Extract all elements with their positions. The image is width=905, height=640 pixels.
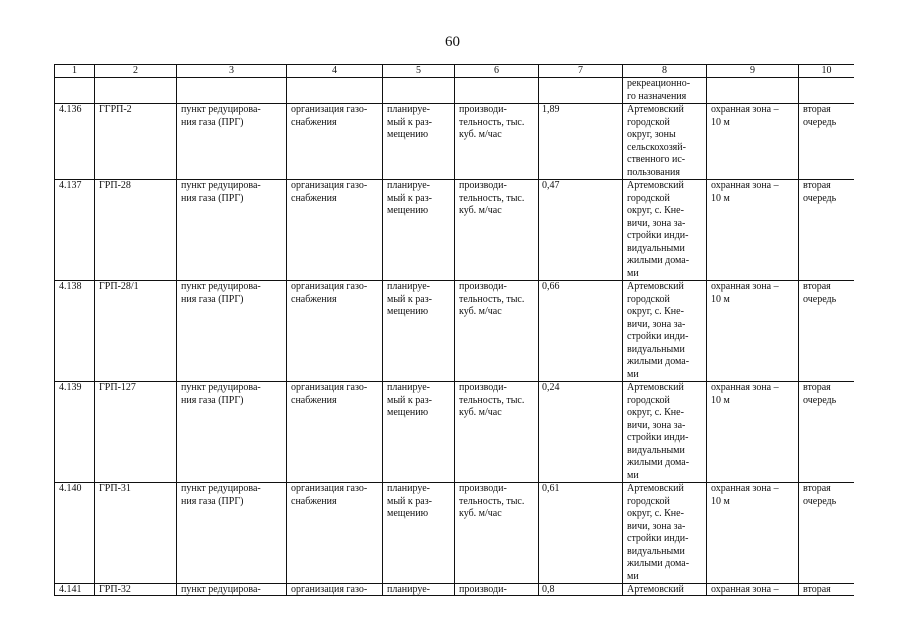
cell-type: пункт редуцирова- ния газа (ПРГ) bbox=[177, 104, 287, 180]
column-header-3: 3 bbox=[177, 65, 287, 78]
column-header-1: 1 bbox=[55, 65, 95, 78]
cell-location: Артемовский городской округ, зоны сельскохозяй- ственного ис- пользования bbox=[623, 104, 707, 180]
table-cell bbox=[707, 78, 799, 104]
cell-location: Артемовский городской округ, с. Кне- вичи, зона за- стройки инди- видуальными жилыми дома- ми bbox=[623, 281, 707, 382]
table-cell bbox=[55, 78, 95, 104]
table-row bbox=[55, 382, 855, 483]
cell-zone: охранная зона – 10 м bbox=[707, 281, 799, 382]
cell-stage: вторая очередь bbox=[799, 382, 855, 483]
cell-stage: вторая очередь bbox=[799, 104, 855, 180]
cell-owner: организация газо- bbox=[287, 584, 383, 597]
cell-no: 4.138 bbox=[55, 281, 95, 382]
cell-location: Артемовский городской округ, с. Кне- вичи, зона за- стройки инди- видуальными жилыми дома- ми bbox=[623, 483, 707, 584]
cell-stage: вторая очередь bbox=[799, 180, 855, 281]
cell-owner: организация газо- снабжения bbox=[287, 104, 383, 180]
cell-status: планируе- мый к раз- мещению bbox=[383, 483, 455, 584]
column-header-4: 4 bbox=[287, 65, 383, 78]
cell-owner: организация газо- снабжения bbox=[287, 281, 383, 382]
column-header-9: 9 bbox=[707, 65, 799, 78]
cell-type: пункт редуцирова- ния газа (ПРГ) bbox=[177, 180, 287, 281]
column-header-2: 2 bbox=[95, 65, 177, 78]
cell-type: пункт редуцирова- ния газа (ПРГ) bbox=[177, 281, 287, 382]
cell-name: ГРП-31 bbox=[95, 483, 177, 584]
cell-status: планируе- bbox=[383, 584, 455, 597]
cell-stage: вторая очередь bbox=[799, 483, 855, 584]
cell-name: ГГРП-2 bbox=[95, 104, 177, 180]
cell-name: ГРП-127 bbox=[95, 382, 177, 483]
cell-value: 0,47 bbox=[539, 180, 623, 281]
table-cell bbox=[539, 78, 623, 104]
column-header-5: 5 bbox=[383, 65, 455, 78]
cell-owner: организация газо- снабжения bbox=[287, 180, 383, 281]
table-body bbox=[55, 78, 855, 597]
cell-location: Артемовский городской округ, с. Кне- вичи, зона за- стройки инди- видуальными жилыми дома- ми bbox=[623, 382, 707, 483]
cell-no: 4.141 bbox=[55, 584, 95, 597]
cell-name: ГРП-28/1 bbox=[95, 281, 177, 382]
column-header-7: 7 bbox=[539, 65, 623, 78]
continuation-row bbox=[55, 78, 855, 104]
cell-value: 0,66 bbox=[539, 281, 623, 382]
cell-zone: охранная зона – 10 м bbox=[707, 483, 799, 584]
cell-param: производи- тельность, тыс. куб. м/час bbox=[455, 281, 539, 382]
column-number-row bbox=[55, 65, 855, 78]
cell-value: 1,89 bbox=[539, 104, 623, 180]
cell-zone: охранная зона – 10 м bbox=[707, 104, 799, 180]
table-cell bbox=[383, 78, 455, 104]
table-cell bbox=[799, 78, 855, 104]
cell-type: пункт редуцирова- bbox=[177, 584, 287, 597]
table-row bbox=[55, 584, 855, 597]
cell-type: пункт редуцирова- ния газа (ПРГ) bbox=[177, 382, 287, 483]
cell-status: планируе- мый к раз- мещению bbox=[383, 382, 455, 483]
cell-param: производи- тельность, тыс. куб. м/час bbox=[455, 483, 539, 584]
cell-owner: организация газо- снабжения bbox=[287, 382, 383, 483]
table-cell: рекреационно- го назначения bbox=[623, 78, 707, 104]
cell-param: производи- bbox=[455, 584, 539, 597]
cell-zone: охранная зона – 10 м bbox=[707, 382, 799, 483]
cell-location: Артемовский городской округ, с. Кне- вичи, зона за- стройки инди- видуальными жилыми дома- ми bbox=[623, 180, 707, 281]
cell-status: планируе- мый к раз- мещению bbox=[383, 180, 455, 281]
table-row bbox=[55, 104, 855, 180]
cell-stage: вторая bbox=[799, 584, 855, 597]
table-row bbox=[55, 180, 855, 281]
cell-param: производи- тельность, тыс. куб. м/час bbox=[455, 382, 539, 483]
cell-value: 0,24 bbox=[539, 382, 623, 483]
page-number: 60 bbox=[445, 34, 460, 50]
cell-param: производи- тельность, тыс. куб. м/час bbox=[455, 180, 539, 281]
cell-no: 4.137 bbox=[55, 180, 95, 281]
column-header-8: 8 bbox=[623, 65, 707, 78]
cell-value: 0,61 bbox=[539, 483, 623, 584]
table-row bbox=[55, 281, 855, 382]
cell-param: производи- тельность, тыс. куб. м/час bbox=[455, 104, 539, 180]
cell-value: 0,8 bbox=[539, 584, 623, 597]
cell-location: Артемовский bbox=[623, 584, 707, 597]
cell-name: ГРП-28 bbox=[95, 180, 177, 281]
cell-zone: охранная зона – 10 м bbox=[707, 180, 799, 281]
table-cell bbox=[455, 78, 539, 104]
table-row bbox=[55, 483, 855, 584]
table-cell bbox=[95, 78, 177, 104]
cell-no: 4.139 bbox=[55, 382, 95, 483]
cell-stage: вторая очередь bbox=[799, 281, 855, 382]
cell-name: ГРП-32 bbox=[95, 584, 177, 597]
column-header-6: 6 bbox=[455, 65, 539, 78]
column-header-10: 10 bbox=[799, 65, 855, 78]
table-cell bbox=[287, 78, 383, 104]
cell-zone: охранная зона – bbox=[707, 584, 799, 597]
table-viewport bbox=[54, 64, 854, 596]
table-cell bbox=[177, 78, 287, 104]
cell-owner: организация газо- снабжения bbox=[287, 483, 383, 584]
cell-no: 4.136 bbox=[55, 104, 95, 180]
cell-status: планируе- мый к раз- мещению bbox=[383, 281, 455, 382]
facilities-table bbox=[54, 64, 854, 596]
cell-no: 4.140 bbox=[55, 483, 95, 584]
cell-type: пункт редуцирова- ния газа (ПРГ) bbox=[177, 483, 287, 584]
cell-status: планируе- мый к раз- мещению bbox=[383, 104, 455, 180]
